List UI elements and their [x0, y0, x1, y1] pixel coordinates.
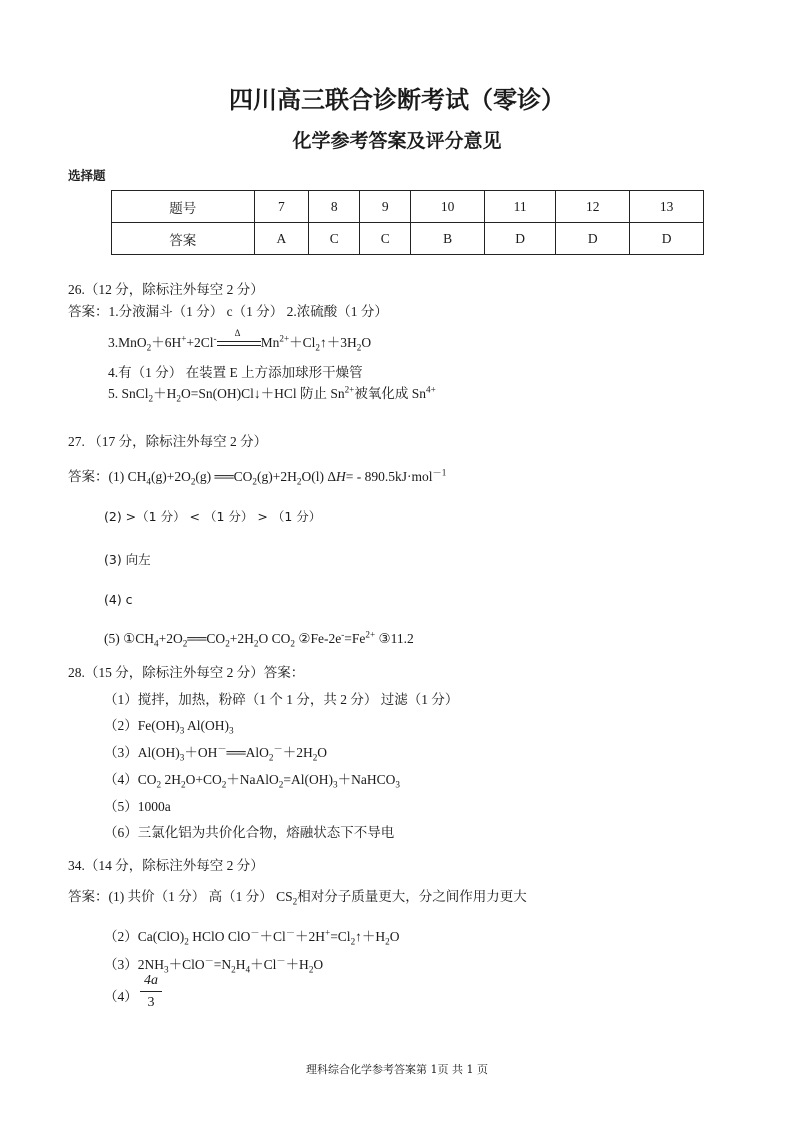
- text: 5. SnCl: [108, 386, 149, 401]
- table-cell: 12: [556, 191, 630, 223]
- table-cell: 13: [630, 191, 704, 223]
- sub: 2: [308, 964, 314, 975]
- text: ＋2H: [295, 929, 325, 944]
- table-cell: D: [556, 223, 630, 255]
- sub: 2: [176, 393, 181, 404]
- q27-line3: (3) 向左: [104, 552, 151, 567]
- text: HClO ClO: [188, 929, 251, 944]
- text: (g) ══CO: [195, 469, 253, 484]
- sup: +: [181, 333, 187, 344]
- text: 2H: [161, 772, 181, 787]
- text: ＋OH: [184, 745, 218, 760]
- text: ②Fe-2e: [294, 631, 342, 646]
- text: ＋NaHCO: [337, 772, 396, 787]
- answer-table: [111, 190, 704, 255]
- text: Al(OH): [184, 718, 229, 733]
- heat-equals-sign: [217, 327, 261, 349]
- text: (g)+2H: [257, 469, 297, 484]
- q27-line4: (4) c: [104, 592, 133, 607]
- sub: 2: [184, 936, 189, 947]
- text: O=Sn(OH)Cl↓＋HCl 防止 Sn: [180, 386, 345, 401]
- q28-line1: （1）搅拌，加热，粉碎（1 个 1 分，共 2 分） 过滤（1 分）: [104, 692, 459, 707]
- sub: 3: [395, 779, 400, 790]
- text: ══AlO: [226, 745, 269, 760]
- text: O: [313, 957, 324, 972]
- text: ＋6H: [151, 335, 182, 350]
- text: +2Cl: [186, 335, 214, 350]
- text: =Fe: [344, 631, 366, 646]
- q27-line5: [104, 631, 414, 647]
- q28-line5: （5）1000a: [104, 799, 171, 814]
- q26-line3: 4.有（1 分） 在装置 E 上方添加球形干燥管: [108, 365, 363, 380]
- text: +2H: [229, 631, 254, 646]
- sub: 2: [312, 752, 318, 763]
- sub: 3: [164, 964, 169, 975]
- fraction: [140, 973, 162, 1011]
- table-cell: D: [630, 223, 704, 255]
- text: ＋Cl: [250, 957, 277, 972]
- text: （3）Al(OH): [104, 745, 180, 760]
- q27-line1: [68, 465, 446, 485]
- page-title: 四川高三联合诊断考试（零诊）: [229, 86, 565, 114]
- sub: 2: [156, 779, 162, 790]
- sub: 2: [292, 896, 298, 907]
- text: （4）CO: [104, 772, 157, 787]
- table-cell: 7: [254, 191, 309, 223]
- q34-line3: [104, 953, 323, 973]
- text: ↑＋3H: [320, 335, 357, 350]
- sub: 2: [385, 936, 390, 947]
- text: ══CO: [187, 631, 226, 646]
- text: ＋H: [153, 386, 177, 401]
- text: （3）2NH: [104, 957, 164, 972]
- sub: 3: [179, 752, 185, 763]
- text: ③11.2: [375, 631, 414, 646]
- delta-symbol: Δ: [234, 327, 241, 338]
- q34-line2: [104, 925, 400, 945]
- sup: －: [217, 743, 227, 754]
- sup: 2+: [365, 629, 376, 640]
- q28-line4: [104, 768, 400, 788]
- page-footer: 理科综合化学参考答案第 1页 共 1 页: [306, 1063, 488, 1076]
- text: （2）Fe(OH): [104, 718, 180, 733]
- sub: 4: [245, 964, 251, 975]
- text: O: [317, 745, 328, 760]
- text: (5) ①CH: [104, 631, 154, 646]
- sub: 2: [296, 476, 302, 487]
- sup: －: [285, 927, 295, 938]
- text: +2O: [158, 631, 183, 646]
- italic-text: H: [336, 469, 346, 484]
- sub: 2: [253, 638, 259, 649]
- text: ＋H: [285, 957, 309, 972]
- sub: 2: [190, 476, 196, 487]
- text: (g)+2O: [150, 469, 191, 484]
- sub: 2: [350, 936, 356, 947]
- table-row-answers: [112, 223, 704, 255]
- text: O CO: [258, 631, 291, 646]
- sub: 2: [290, 638, 295, 649]
- sub: 2: [180, 779, 186, 790]
- sup: －: [250, 927, 260, 938]
- table-cell: C: [360, 223, 411, 255]
- section-label: 选择题: [68, 168, 106, 183]
- text: Mn: [260, 335, 280, 350]
- text: ＋NaAlO: [226, 772, 279, 787]
- sub: 2: [221, 779, 227, 790]
- table-cell: B: [411, 223, 485, 255]
- table-cell: 答案: [112, 223, 255, 255]
- sup: －: [204, 955, 214, 966]
- page-subtitle: 化学参考答案及评分意见: [292, 130, 502, 152]
- table-cell: D: [485, 223, 556, 255]
- sup: 2+: [279, 333, 290, 344]
- sub: 2: [315, 342, 320, 353]
- sup: －: [276, 955, 286, 966]
- text: 被氧化成 Sn: [354, 386, 426, 401]
- text: = - 890.5kJ·mol: [345, 469, 433, 484]
- text: O+CO: [185, 772, 222, 787]
- text: ＋Cl: [289, 335, 316, 350]
- sub: 3: [333, 779, 338, 790]
- q28-line2: [104, 714, 234, 734]
- text: ＋Cl: [259, 929, 286, 944]
- fraction-numerator: 4a: [140, 973, 162, 992]
- text: ＋ClO: [168, 957, 205, 972]
- text: =Cl: [330, 929, 351, 944]
- q26-heading: 26.（12 分，除标注外每空 2 分）: [68, 282, 264, 297]
- sub: 2: [231, 964, 236, 975]
- text: O: [361, 335, 372, 350]
- sub: 2: [146, 342, 152, 353]
- text: =Al(OH): [283, 772, 333, 787]
- q26-line2: [108, 327, 372, 353]
- sup: -: [213, 333, 217, 344]
- q28-heading: 28.（15 分，除标注外每空 2 分）答案：: [68, 665, 305, 680]
- text: ＋2H: [282, 745, 313, 760]
- sub: 2: [278, 779, 284, 790]
- text: 答案：(1) 共价（1 分） 高（1 分） CS: [68, 889, 293, 904]
- sub: 2: [252, 476, 258, 487]
- sub: 2: [225, 638, 230, 649]
- sub: 3: [228, 725, 234, 736]
- text: O(l) Δ: [301, 469, 337, 484]
- text: H: [235, 957, 246, 972]
- table-cell: 题号: [112, 191, 255, 223]
- text: （2）Ca(ClO): [104, 929, 185, 944]
- sup: -: [341, 629, 345, 640]
- text: 答案：(1) CH: [68, 469, 147, 484]
- text: =N: [213, 957, 232, 972]
- q26-line4: [108, 382, 436, 402]
- table-cell: C: [309, 223, 360, 255]
- q28-line3: [104, 741, 327, 761]
- q34-line4-prefix: （4）: [104, 989, 138, 1004]
- sub: 4: [153, 638, 159, 649]
- text: ↑＋H: [355, 929, 386, 944]
- text: O: [389, 929, 400, 944]
- q27-heading: 27. （17 分，除标注外每空 2 分）: [68, 434, 268, 449]
- sub: 3: [179, 725, 185, 736]
- sub: 2: [148, 393, 154, 404]
- q26-line1: 答案：1.分液漏斗（1 分） c（1 分） 2.浓硫酸（1 分）: [68, 304, 388, 319]
- table-cell: 9: [360, 191, 411, 223]
- table-cell: A: [254, 223, 309, 255]
- text: 相对分子质量更大，分之间作用力更大: [297, 889, 527, 904]
- sup: +: [325, 927, 331, 938]
- sub: 2: [356, 342, 362, 353]
- q27-line2: (2) >（1 分） < （1 分） > （1 分）: [104, 509, 322, 524]
- sub: 2: [268, 752, 274, 763]
- q34-line1: [68, 885, 527, 905]
- sub: 2: [182, 638, 188, 649]
- text: 3.MnO: [108, 335, 147, 350]
- table-cell: 8: [309, 191, 360, 223]
- table-row-header: [112, 191, 704, 223]
- q34-heading: 34.（14 分，除标注外每空 2 分）: [68, 858, 264, 873]
- sub: 4: [146, 476, 151, 487]
- sup: 4+: [426, 384, 436, 395]
- double-line: [217, 341, 261, 346]
- sup: －: [273, 743, 283, 754]
- q28-line6: （6）三氯化铝为共价化合物，熔融状态下不导电: [104, 825, 395, 840]
- table-cell: 11: [485, 191, 556, 223]
- fraction-denominator: 3: [147, 995, 155, 1010]
- sup: 2+: [344, 384, 355, 395]
- sup: －1: [432, 467, 447, 478]
- table-cell: 10: [411, 191, 485, 223]
